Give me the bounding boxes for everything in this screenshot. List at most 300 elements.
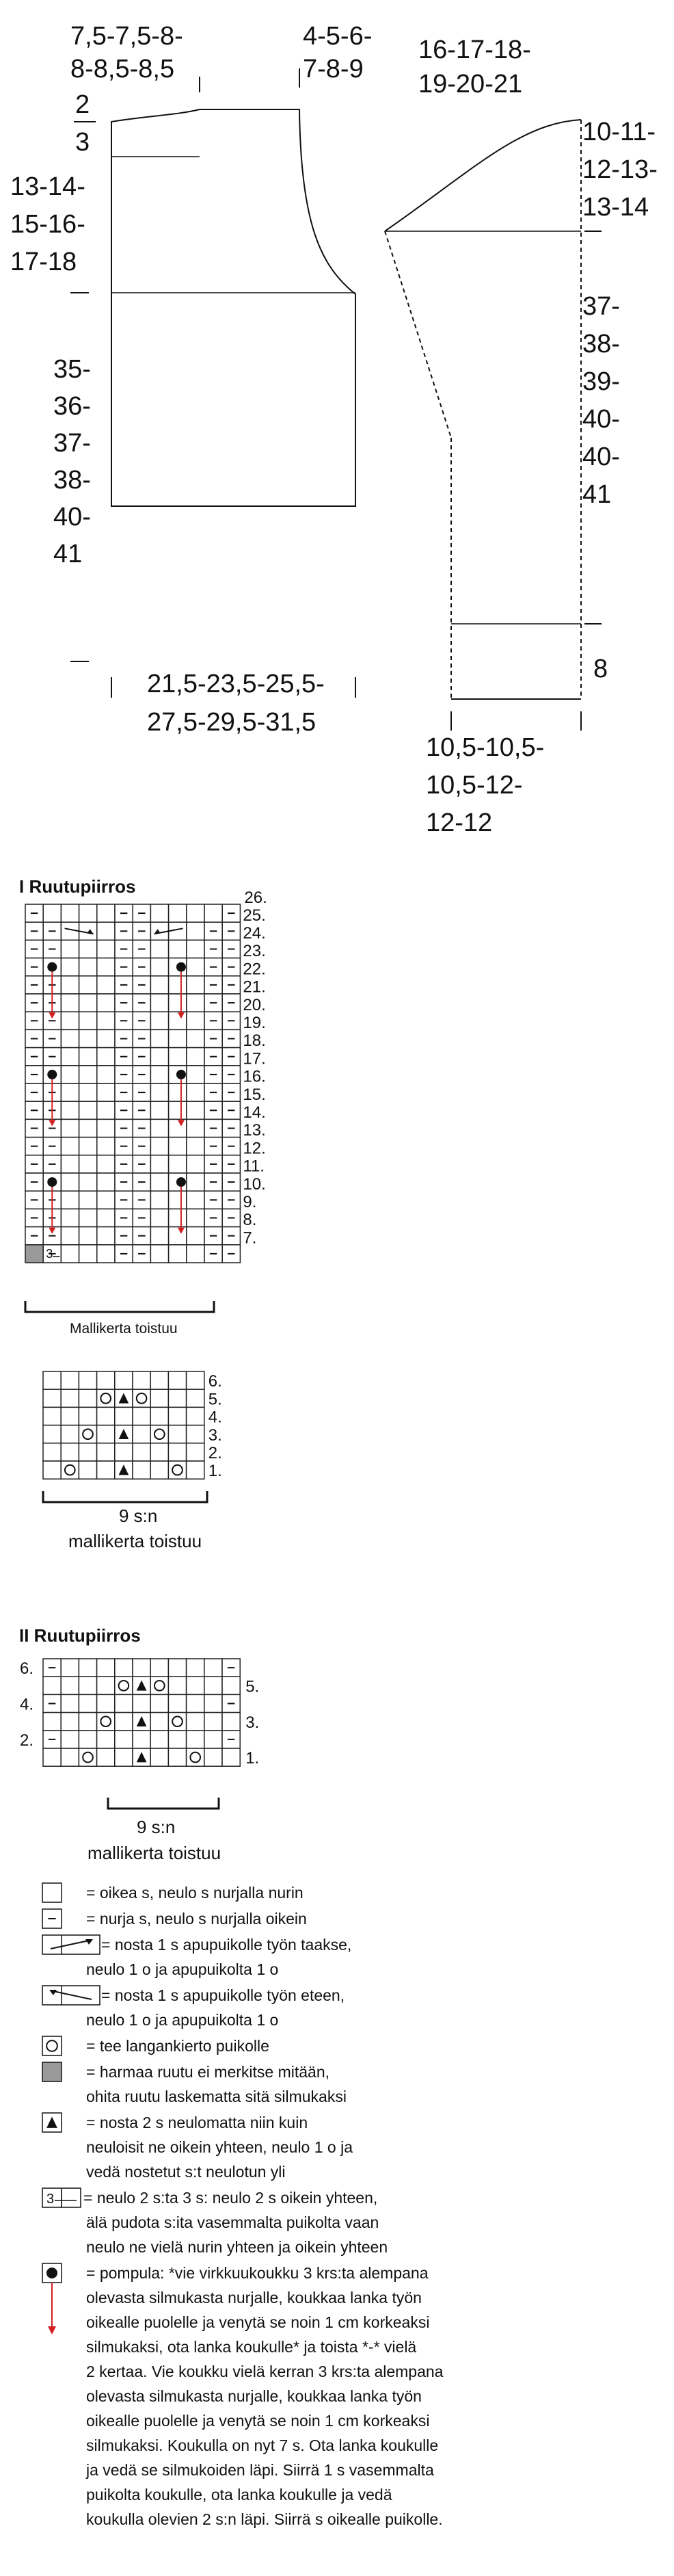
chart-cell [169, 1138, 187, 1155]
grey-square-icon [42, 2062, 62, 2081]
cap-height-label-2: 13-14 [582, 193, 649, 222]
legend-line: silmukaksi. Koukulla on nyt 7 s. Ota lanka koukulle [86, 2436, 439, 2454]
row-number: 26. [244, 889, 267, 907]
side-length-label-0: 35- [53, 355, 91, 384]
chart-cell [150, 1012, 168, 1029]
row-number: 14. [243, 1103, 266, 1122]
shoulder-slope-label: 2 [75, 90, 90, 119]
legend-line: olevasta silmukasta nurjalle, koukkaa lanka työn [86, 2387, 422, 2405]
chart1-lace-bracket [43, 1491, 207, 1502]
chart-cell [61, 1138, 79, 1155]
chart2-cell [168, 1731, 186, 1748]
legend-line: koukulla olevien 2 s:n läpi. Siirrä s oikealle puikolle. [86, 2510, 443, 2528]
cuff-width-label-2: 12-12 [426, 809, 493, 837]
bobble-dot [176, 962, 186, 972]
bobble-dot [47, 1070, 57, 1079]
chart-cell [79, 1138, 97, 1155]
lace-row-number: 6. [208, 1372, 222, 1391]
sleeve-length-label-4: 40- [582, 443, 620, 471]
chart-cell [150, 1173, 168, 1191]
chart-cell [97, 1209, 115, 1226]
lace-cell [187, 1389, 204, 1407]
chart-cell [169, 1227, 187, 1245]
cuff-width-label-1: 10,5-12- [426, 771, 523, 800]
width-label-1: 27,5-29,5-31,5 [147, 708, 316, 737]
legend-line: = pompula: *vie virkkuukoukku 3 krs:ta alempana [86, 2264, 429, 2282]
row-number: 15. [243, 1085, 266, 1104]
lace-cell [115, 1407, 133, 1425]
chart-cell [97, 1245, 115, 1263]
chart-cell [79, 1245, 97, 1263]
chart-cell [61, 1155, 79, 1173]
lace-cell [79, 1371, 96, 1389]
lace-cell [61, 1389, 79, 1407]
chart1-cable-grid [25, 904, 240, 1263]
chart1-lace-repeat-label-0: 9 s:n [119, 1506, 158, 1526]
chart2-lace-grid [43, 1659, 240, 1766]
bobble-dot [176, 1177, 186, 1187]
lace-cell [133, 1443, 150, 1461]
chart2-cell [187, 1731, 204, 1748]
chart2-cell [204, 1731, 222, 1748]
lace-cell [43, 1443, 61, 1461]
lace-cell [97, 1443, 115, 1461]
chart-cell [187, 1173, 204, 1191]
chart-cell [79, 1012, 97, 1029]
chart-cell [150, 976, 168, 994]
row-number: 16. [243, 1067, 266, 1086]
chart-cell [97, 958, 115, 976]
armhole-label-2: 17-18 [10, 248, 77, 276]
lace-cell [79, 1443, 96, 1461]
chart1-repeat-label: Mallikerta toistuu [70, 1321, 178, 1337]
chart2-cell [133, 1694, 150, 1712]
chart-cell [169, 1101, 187, 1119]
cable-left-icon [42, 1986, 100, 2005]
lace-cell [168, 1407, 186, 1425]
chart2-cell [222, 1677, 240, 1694]
chart-cell [150, 1245, 168, 1263]
chart2-cell [168, 1748, 186, 1766]
neck-depth-label: 3 [75, 128, 90, 157]
bobble-red-head [48, 2326, 56, 2335]
top-width-label-0: 7,5-7,5-8- [70, 22, 183, 51]
chart-cell [187, 1012, 204, 1029]
chart2-cell [204, 1713, 222, 1731]
lace-cell [79, 1461, 96, 1479]
legend-line: älä pudota s:ita vasemmalta puikolta vaan [86, 2213, 379, 2231]
armhole-label-0: 13-14- [10, 172, 85, 201]
chart2-cell [43, 1713, 61, 1731]
chart2-right-row-number: 5. [245, 1677, 260, 1696]
lace-cell [150, 1389, 168, 1407]
lace-cell [133, 1425, 150, 1443]
row-number: 25. [243, 906, 266, 925]
side-length-label-5: 41 [53, 540, 83, 568]
chart-cell [43, 904, 61, 922]
lace-cell [43, 1461, 61, 1479]
chart2-cell [61, 1748, 79, 1766]
legend-line: puikolta koukulle, ota lanka koukulle ja vedä [86, 2486, 392, 2503]
chart-cell [61, 904, 79, 922]
legend-line: = nurja s, neulo s nurjalla oikein [86, 1910, 307, 1928]
lace-cell [168, 1425, 186, 1443]
chart-cell [150, 1083, 168, 1101]
row-number: 21. [243, 977, 266, 997]
symbol-legend [42, 1883, 444, 2528]
chart2-right-row-number: 1. [245, 1749, 260, 1768]
chart2-cell [79, 1694, 96, 1712]
lace-cell [187, 1425, 204, 1443]
chart-cell [150, 1048, 168, 1066]
lace-cell [150, 1371, 168, 1389]
chart-cell [150, 958, 168, 976]
armhole-label-1: 15-16- [10, 210, 85, 239]
chart-cell [187, 1101, 204, 1119]
legend-line: neulo 1 o ja apupuikolta 1 o [86, 2011, 279, 2029]
lace-cell [133, 1461, 150, 1479]
row-number: 19. [243, 1014, 266, 1033]
chart-cell [169, 904, 187, 922]
chart-cell [187, 1245, 204, 1263]
chart2-cell [168, 1659, 186, 1677]
chart-cell [169, 994, 187, 1012]
chart-cell [150, 1138, 168, 1155]
chart-cell [97, 1029, 115, 1047]
chart-cell [79, 1083, 97, 1101]
width-label-0: 21,5-23,5-25,5- [147, 670, 325, 698]
row-number: 23. [243, 942, 266, 961]
chart-cell [61, 1173, 79, 1191]
k3-square-icon [42, 2188, 81, 2207]
chart-cell [97, 904, 115, 922]
chart-cell [97, 1173, 115, 1191]
chart-cell [187, 1066, 204, 1083]
sleeve-top-label-0: 16-17-18- [418, 36, 531, 64]
lace-cell [97, 1407, 115, 1425]
chart2-cell [133, 1659, 150, 1677]
row-number: 10. [243, 1174, 266, 1194]
chart-cell [61, 1029, 79, 1047]
legend-line: neulo ne vielä nurin yhteen ja oikein yhteen [86, 2238, 388, 2256]
sleeve-top-label-1: 19-20-21 [418, 70, 523, 98]
sleeve-length-label-1: 38- [582, 330, 620, 358]
chart-cell [204, 904, 222, 922]
chart2-cell [61, 1659, 79, 1677]
chart2-cell [168, 1694, 186, 1712]
chart2-cell [79, 1659, 96, 1677]
legend-line: = tee langankierto puikolle [86, 2037, 269, 2055]
chart2-cell [79, 1748, 96, 1766]
lace-row-number: 3. [208, 1425, 222, 1445]
legend-line: = nosta 1 s apupuikolle työn eteen, [101, 1986, 345, 2004]
chart-cell [187, 958, 204, 976]
chart2-cell [168, 1677, 186, 1694]
legend-line: neuloisit ne oikein yhteen, neulo 1 o ja [86, 2138, 353, 2156]
k3-number: 3 [46, 2192, 55, 2207]
chart-cell [79, 1066, 97, 1083]
icon-box [42, 2036, 62, 2055]
chart2-cell [133, 1731, 150, 1748]
lace-cell [133, 1407, 150, 1425]
top-width-label-1: 8-8,5-8,5 [70, 55, 175, 83]
chart-cell [97, 1012, 115, 1029]
lace-cell [115, 1443, 133, 1461]
k3-symbol: 3 [46, 1247, 53, 1261]
circle-square-icon [42, 2036, 62, 2055]
bobble-dot [46, 2268, 57, 2278]
chart2-cell [150, 1677, 168, 1694]
chart2-cell [97, 1659, 115, 1677]
chart2-cell [97, 1731, 115, 1748]
chart2-left-row-number: 2. [20, 1731, 34, 1750]
row-number: 24. [243, 924, 266, 943]
lace-cell [168, 1389, 186, 1407]
row-number: 7. [243, 1228, 257, 1248]
chart2-cell [168, 1713, 186, 1731]
lace-cell [79, 1407, 96, 1425]
row-number: 12. [243, 1139, 266, 1158]
side-length-label-2: 37- [53, 429, 91, 458]
row-number: 20. [243, 995, 266, 1014]
chart-cell [187, 1083, 204, 1101]
chart-cell [61, 1119, 79, 1137]
lace-cell [43, 1389, 61, 1407]
chart-cell [79, 994, 97, 1012]
bobble-dot [47, 962, 57, 972]
grey-cell [25, 1245, 43, 1263]
chart-cell [150, 940, 168, 958]
lace-cell [133, 1371, 150, 1389]
chart-cell [79, 1209, 97, 1226]
chart-cell [169, 1012, 187, 1029]
lace-cell [61, 1371, 79, 1389]
lace-row-number: 2. [208, 1444, 222, 1462]
lace-row-number: 1. [208, 1462, 222, 1481]
chart-cell [150, 1101, 168, 1119]
chart2-cell [61, 1713, 79, 1731]
chart-cell [97, 1119, 115, 1137]
chart-cell [187, 994, 204, 1012]
sleeve-length-label-3: 40- [582, 405, 620, 434]
chart-cell [61, 1066, 79, 1083]
lace-cell [61, 1443, 79, 1461]
chart2-cell [204, 1748, 222, 1766]
sleeve-left-dash [385, 231, 451, 438]
legend-line: = nosta 1 s apupuikolle työn taakse, [101, 1936, 352, 1954]
triangle-square-icon [42, 2113, 62, 2132]
legend-line: silmukaksi, ota lanka koukulle* ja toista *-* vielä [86, 2338, 417, 2356]
chart-cell [97, 976, 115, 994]
chart2-right-row-number: 3. [245, 1713, 260, 1732]
cable-right-icon [42, 1935, 100, 1954]
chart-cell [169, 1048, 187, 1066]
chart-cell [169, 1083, 187, 1101]
side-length-label-3: 38- [53, 466, 91, 495]
chart2-repeat-label-1: mallikerta toistuu [87, 1843, 221, 1863]
chart-cell [79, 1191, 97, 1209]
sleeve-cap-outline [385, 120, 581, 231]
chart-cell [150, 1066, 168, 1083]
chart-cell [79, 1173, 97, 1191]
chart-cell [187, 904, 204, 922]
lace-cell [97, 1371, 115, 1389]
cap-height-label-1: 12-13- [582, 155, 658, 184]
chart2-cell [79, 1677, 96, 1694]
body-schema [10, 22, 372, 737]
legend-line: olevasta silmukasta nurjalle, koukkaa lanka työn [86, 2289, 422, 2306]
row-number: 17. [243, 1049, 266, 1068]
chart-cell [61, 1227, 79, 1245]
chart1-repeat-bracket [25, 1301, 214, 1312]
row-number: 13. [243, 1121, 266, 1140]
chart2-cell [204, 1677, 222, 1694]
lace-row-number: 5. [208, 1390, 222, 1409]
lace-cell [61, 1425, 79, 1443]
k3-box-2 [62, 2188, 81, 2207]
lace-cell [133, 1389, 150, 1407]
chart2-cell [43, 1677, 61, 1694]
chart2-cell [97, 1748, 115, 1766]
lace-cell [187, 1443, 204, 1461]
chart1-lace-repeat-label-1: mallikerta toistuu [68, 1531, 202, 1551]
legend-line: vedä nostetut s:t neulotun yli [86, 2163, 286, 2181]
chart-cell [150, 1119, 168, 1137]
neck-label-0: 4-5-6- [303, 22, 373, 51]
chart-cell [97, 1101, 115, 1119]
chart-cell [97, 994, 115, 1012]
lace-cell [43, 1425, 61, 1443]
body-outline [111, 109, 355, 506]
chart1-row-numbers [243, 889, 267, 1247]
chart-cell [150, 1209, 168, 1226]
chart-cell [169, 1155, 187, 1173]
chart2-cell [150, 1694, 168, 1712]
chart1-lace-grid [43, 1371, 204, 1479]
lace-cell [79, 1389, 96, 1407]
chart-cell [61, 1209, 79, 1226]
chart2-cell [204, 1694, 222, 1712]
chart2-cell [115, 1659, 133, 1677]
chart-cell [97, 922, 115, 940]
legend-line: 2 kertaa. Vie koukku vielä kerran 3 krs:ta alempana [86, 2363, 444, 2380]
chart2-left-row-number: 4. [20, 1695, 34, 1714]
row-number: 11. [243, 1157, 265, 1176]
lace-cell [43, 1407, 61, 1425]
chart2-cell [187, 1748, 204, 1766]
cuff-width-label-0: 10,5-10,5- [426, 733, 545, 762]
chart-cell [97, 1066, 115, 1083]
legend-line: neulo 1 o ja apupuikolta 1 o [86, 1960, 279, 1978]
icon-box [42, 2062, 62, 2081]
chart-cell [79, 1227, 97, 1245]
lace-cell [43, 1371, 61, 1389]
chart2-cell [97, 1677, 115, 1694]
cuff-label: 8 [593, 655, 608, 683]
chart-cell [150, 1029, 168, 1047]
chart-cell [97, 1227, 115, 1245]
chart2-cell [97, 1694, 115, 1712]
chart-cell [61, 994, 79, 1012]
chart-cell [79, 1048, 97, 1066]
lace-cell [168, 1461, 186, 1479]
sleeve-length-label-0: 37- [582, 292, 620, 321]
chart-cell [169, 1245, 187, 1263]
chart-cell [61, 958, 79, 976]
chart-cell [150, 994, 168, 1012]
chart-cell [187, 1155, 204, 1173]
row-number: 9. [243, 1193, 257, 1212]
row-number: 8. [243, 1211, 257, 1230]
sleeve-schema [385, 36, 658, 837]
chart-cell [61, 1012, 79, 1029]
chart-cell [187, 1029, 204, 1047]
lace-cell [187, 1371, 204, 1389]
chart-cell [97, 1155, 115, 1173]
row-number: 18. [243, 1031, 266, 1051]
chart2-cell [150, 1748, 168, 1766]
side-length-label-1: 36- [53, 392, 91, 421]
chart2-cell [97, 1713, 115, 1731]
chart-cell [187, 1048, 204, 1066]
neck-label-1: 7-8-9 [303, 55, 364, 83]
chart-cell [187, 940, 204, 958]
chart2-repeat-bracket [108, 1798, 219, 1809]
chart-cell [61, 940, 79, 958]
chart2-cell [115, 1677, 133, 1694]
legend-line: oikealle puolelle ja venytä se noin 1 cm korkeaksi [86, 2412, 430, 2430]
dash-square-icon [42, 1909, 62, 1928]
chart2-cell [115, 1748, 133, 1766]
chart-cell [61, 1245, 79, 1263]
chart-cell [79, 904, 97, 922]
lace-cell [97, 1425, 115, 1443]
chart-cell [97, 1138, 115, 1155]
lace-cell [115, 1371, 133, 1389]
chart-cell [97, 940, 115, 958]
chart1-lace-row-numbers [208, 1372, 222, 1480]
lace-cell [187, 1407, 204, 1425]
chart2-cell [222, 1713, 240, 1731]
lace-cell [150, 1443, 168, 1461]
chart-cell [150, 1191, 168, 1209]
chart-cell [187, 1191, 204, 1209]
chart-cell [187, 1138, 204, 1155]
chart2-repeat-label-0: 9 s:n [137, 1817, 176, 1837]
chart-cell [79, 976, 97, 994]
chart-cell [61, 1048, 79, 1066]
chart2-cell [61, 1731, 79, 1748]
chart-cell [187, 922, 204, 940]
chart2-left-row-number: 6. [20, 1659, 34, 1679]
legend-line: oikealle puolelle ja venytä se noin 1 cm korkeaksi [86, 2313, 430, 2331]
chart2-cell [115, 1694, 133, 1712]
bobble-dot [47, 1177, 57, 1187]
lace-cell [168, 1443, 186, 1461]
chart2-cell [115, 1731, 133, 1748]
chart-cell [79, 1101, 97, 1119]
chart-cell [79, 1119, 97, 1137]
chart2-cell [187, 1694, 204, 1712]
lace-cell [97, 1461, 115, 1479]
legend-line: = harmaa ruutu ei merkitse mitään, [86, 2063, 330, 2081]
side-length-label-4: 40- [53, 503, 91, 531]
chart-cell [61, 1191, 79, 1209]
chart-cell [187, 1119, 204, 1137]
chart-cell [169, 976, 187, 994]
chart2-cell [61, 1694, 79, 1712]
legend-line: = neulo 2 s:ta 3 s: neulo 2 s oikein yhteen, [83, 2189, 378, 2207]
